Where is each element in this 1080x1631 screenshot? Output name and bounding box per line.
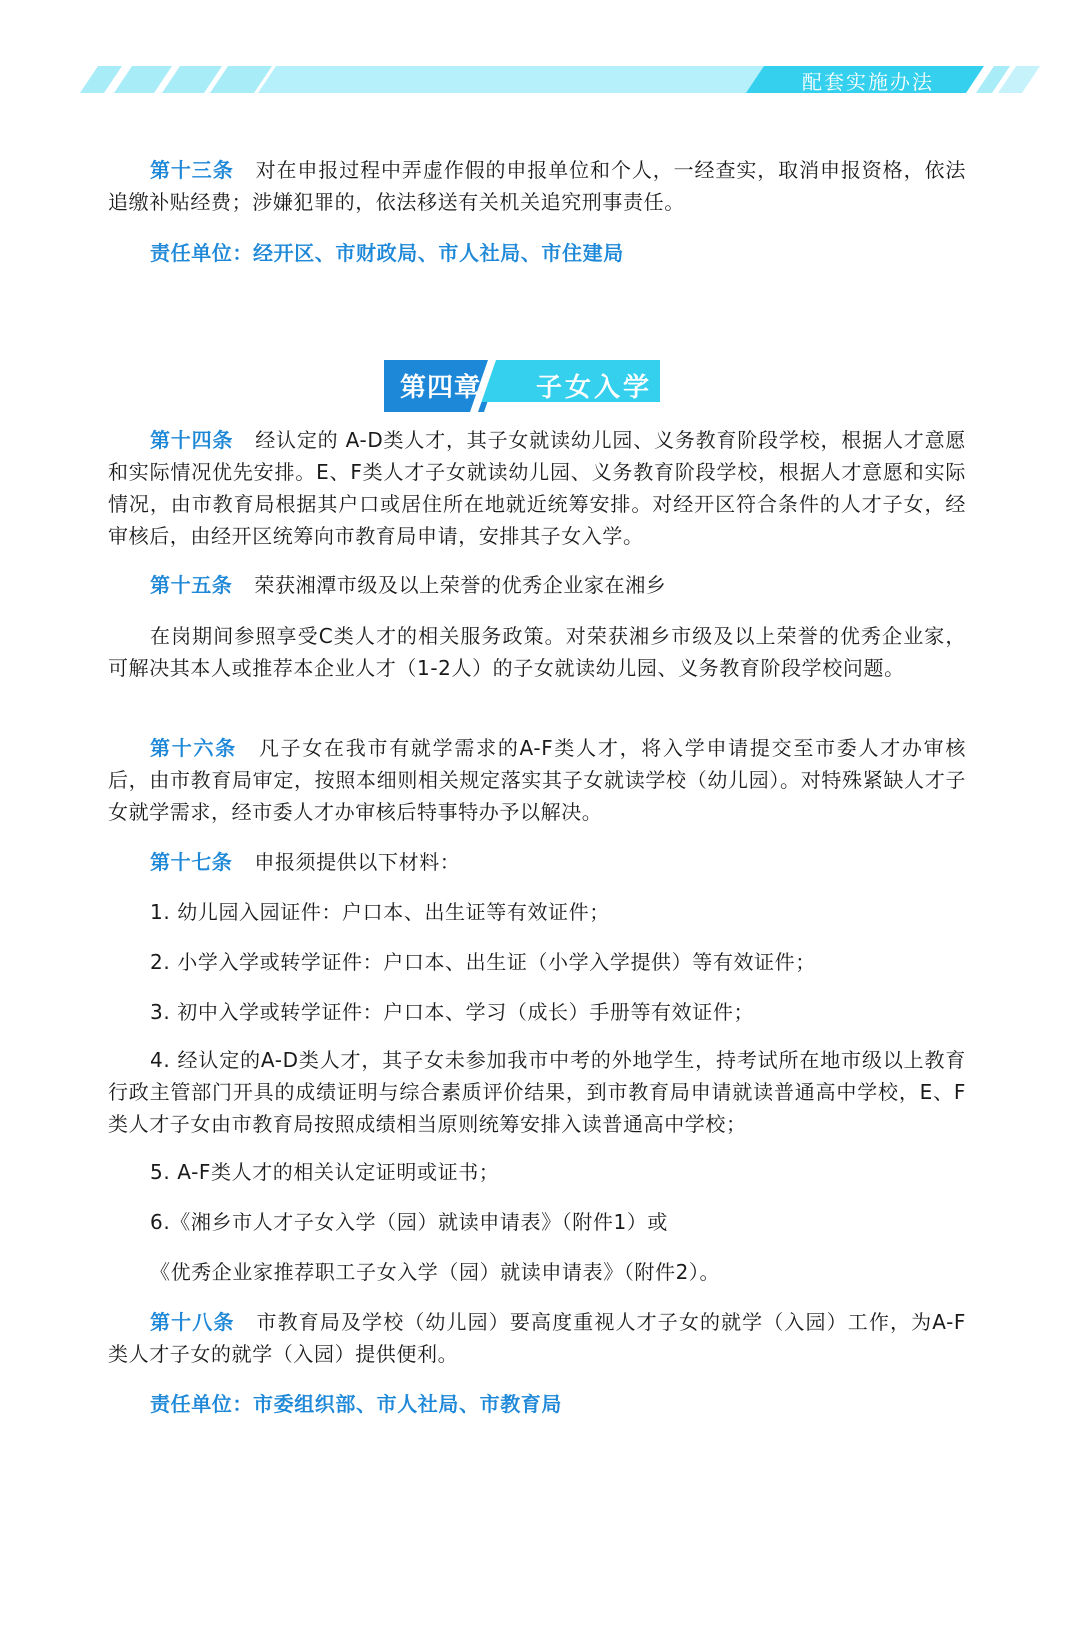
list-item xyxy=(108,896,966,928)
article-label: 第十四条 xyxy=(150,428,234,452)
article-text: 凡子女在我市有就学需求的A-F类人才，将入学申请提交至市委人才办审核后，由市教育局审定，按照本细则相关规定落实其子女就读学校（幼儿园）。对特殊紧缺人才子女就学需求，经市委人才办审核后特事特办予以解决。 xyxy=(108,736,966,824)
article-label: 第十六条 xyxy=(150,736,237,760)
article-17 xyxy=(108,846,966,878)
header-title: 配套实施办法 xyxy=(802,70,934,94)
article-text: 荣获湘潭市级及以上荣誉的优秀企业家在湘乡 xyxy=(254,573,667,597)
list-item-text: 3. 初中入学或转学证件：户口本、学习（成长）手册等有效证件； xyxy=(150,1000,755,1024)
article-label: 第十五条 xyxy=(150,573,233,597)
list-item xyxy=(108,946,966,978)
article-18 xyxy=(108,1306,966,1370)
article-16 xyxy=(108,732,966,828)
list-item xyxy=(108,1156,966,1188)
list-item xyxy=(108,1206,966,1238)
responsible-units-1 xyxy=(108,237,966,269)
article-label: 第十八条 xyxy=(150,1310,235,1334)
article-text: 经认定的 A-D类人才，其子女就读幼儿园、义务教育阶段学校，根据人才意愿和实际情况优先安排。E、F类人才子女就读幼儿园、义务教育阶段学校，根据人才意愿和实际情况，由市教育局根据其户口或居住所在地就近统筹安排。对经开区符合条件的人才子女，经审核后，由经开区统筹向市教育局申请，安排其子女入学。 xyxy=(108,428,966,548)
list-item-text: 《优秀企业家推荐职工子女入学（园）就读申请表》（附件2）。 xyxy=(150,1260,721,1284)
article-13 xyxy=(108,154,966,218)
article-text: 申报须提供以下材料： xyxy=(254,850,461,874)
chapter-banner xyxy=(384,360,676,412)
responsible-units-text: 责任单位：市委组织部、市人社局、市教育局 xyxy=(150,1392,562,1416)
chapter-title: 子女入学 xyxy=(536,373,653,403)
article-text: 市教育局及学校（幼儿园）要高度重视人才子女的就学（入园）工作，为A-F类人才子女的就学（入园）提供便利。 xyxy=(108,1310,967,1366)
responsible-units-2 xyxy=(108,1388,966,1420)
list-item xyxy=(108,1044,966,1140)
article-text: 在岗期间参照享受C类人才的相关服务政策。对荣获湘乡市级及以上荣誉的优秀企业家，可解决其本人或推荐本企业人才（1-2人）的子女就读幼儿园、义务教育阶段学校问题。 xyxy=(108,624,966,680)
chapter-number: 第四章 xyxy=(400,373,482,403)
list-item-text: 1. 幼儿园入园证件：户口本、出生证等有效证件； xyxy=(150,900,610,924)
list-item xyxy=(108,996,966,1028)
responsible-units-text: 责任单位：经开区、市财政局、市人社局、市住建局 xyxy=(150,241,624,265)
list-item-text: 4. 经认定的A-D类人才，其子女未参加我市中考的外地学生，持考试所在地市级以上教育行政主管部门开具的成绩证明与综合素质评价结果，到市教育局申请就读普通高中学校，E、F类人才子女由市教育局按照成绩相当原则统筹安排入读普通高中学校； xyxy=(108,1048,966,1136)
article-15 xyxy=(108,569,966,601)
header-band xyxy=(0,0,1080,110)
article-text: 对在申报过程中弄虚作假的申报单位和个人，一经查实，取消申报资格，依法追缴补贴经费；涉嫌犯罪的，依法移送有关机关追究刑事责任。 xyxy=(108,158,966,214)
list-item-text: 5. A-F类人才的相关认定证明或证书； xyxy=(150,1160,500,1184)
article-14 xyxy=(108,424,966,552)
list-item-text: 2. 小学入学或转学证件：户口本、出生证（小学入学提供）等有效证件； xyxy=(150,950,816,974)
list-item-text: 6.《湘乡市人才子女入学（园）就读申请表》（附件1）或 xyxy=(150,1210,669,1234)
list-item xyxy=(108,1256,966,1288)
article-label: 第十三条 xyxy=(150,158,234,182)
article-15-continued xyxy=(108,620,966,684)
article-label: 第十七条 xyxy=(150,850,233,874)
